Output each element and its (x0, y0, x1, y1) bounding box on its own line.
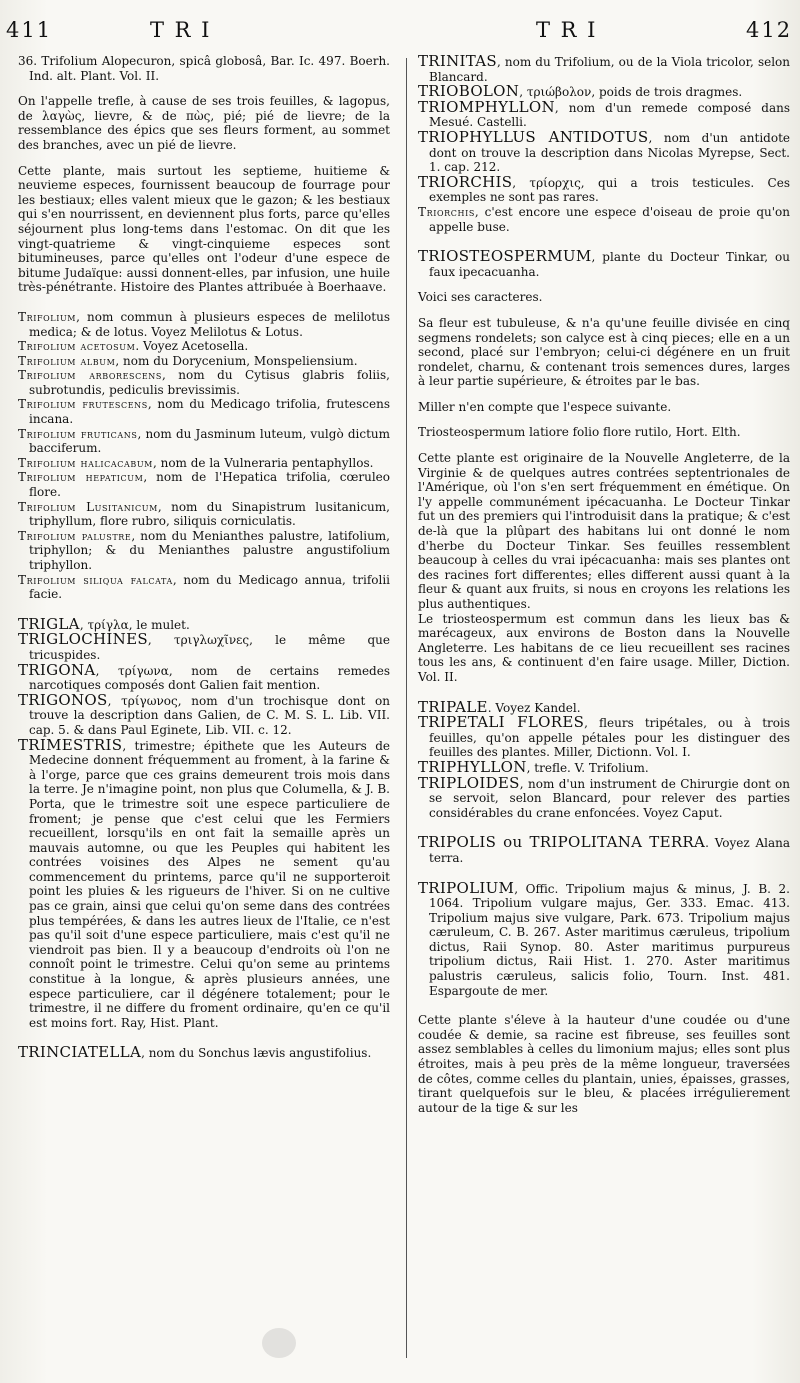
ink-smudge (262, 1328, 296, 1358)
dictionary-entry (18, 456, 390, 471)
entry-headword: Triorchis (418, 204, 475, 219)
dictionary-entry (18, 339, 390, 354)
paragraph-text: Cette plante, mais surtout les septieme, huitieme & neuvieme especes, fournissent beaucoup de fourrage pour les bestiaux; elles valent mieux que le gazon; & les bestiaux qui s'en nourrissent, en deviennent plus forts, parce qu'elles séjournent plus long-tems dans l'estomac. On dit que les vingt-quatrieme & vingt-cinquieme especes sont bitumineuses, parce qu'elles ont l'odeur d'une espece de bitume Judaïque: aussi donnent-elles, par infusion, une huile très-pénétrante. Histoire des Plantes attribuée à Boerhaave. (18, 163, 390, 295)
dictionary-entry (418, 97, 790, 130)
entry-definition: , nom du Medicago trifolia, frutescens incana. (29, 397, 390, 427)
right-page-number: 412 (746, 18, 793, 42)
block-gap (418, 305, 790, 316)
entry-headword: TRIGLOCHINES (18, 630, 148, 649)
entry-definition: , τριώβολον, poids de trois dragmes. (519, 85, 743, 100)
entry-headword: TRIOPHYLLUS ANTIDOTUS (418, 127, 649, 146)
entry-headword: TRIGONOS (18, 690, 108, 709)
entry-definition: , nom du Trifolium, ou de la Viola tricolor, selon Blancard. (429, 55, 790, 84)
right-column (418, 54, 790, 1115)
left-page-number: 411 (6, 18, 53, 42)
entry-definition: , nom d'un remede composé dans Mesué. Castelli. (429, 100, 790, 130)
entry-headword: TRIOSTEOSPERMUM (418, 247, 592, 266)
entry-definition: . Voyez Kandel. (487, 700, 581, 715)
entry-headword: Trifolium Lusitanicum (18, 499, 158, 514)
entry-headword: TRIOMPHYLLON (418, 97, 555, 116)
dictionary-entry (18, 632, 390, 662)
entry-headword: TRIPOLIUM (418, 878, 515, 897)
dictionary-entry (18, 54, 390, 83)
entry-headword: TRINCIATELLA (18, 1043, 142, 1062)
text-paragraph (418, 425, 790, 440)
dictionary-entry (18, 310, 390, 339)
text-paragraph (18, 164, 390, 295)
entry-definition: . Voyez Alana terra. (429, 836, 790, 865)
dictionary-entry (418, 773, 790, 821)
dictionary-entry (418, 878, 790, 999)
entry-definition: , τρίγλα, le mulet. (79, 617, 190, 632)
block-gap (418, 279, 790, 290)
dictionary-entry (18, 690, 390, 738)
dictionary-entry (18, 735, 390, 1031)
entry-definition: , c'est encore une espece d'oiseau de proie qu'on appelle buse. (429, 204, 790, 234)
entry-headword: Trifolium (18, 309, 77, 324)
entry-headword: Trifolium fruticans (18, 426, 138, 441)
dictionary-entry (18, 1045, 390, 1061)
paragraph-text: Cette plante s'éleve à la hauteur d'une coudée ou d'une coudée & demie, sa racine est fibreuse, ses feuilles sont assez semblables à celles du limonium majus; elles sont plus étroites, mais à peu près de la même longueur, traversées de côtes, comme celles du plantain, unies, épaisses, grasses, tirant quelquefois sur le bleu, & placées irrégulierement autour de la tige & sur les (418, 1013, 790, 1115)
block-gap (418, 414, 790, 425)
entry-headword: TRIGONA (18, 660, 96, 679)
entry-definition: , τριγλωχῖνες, le même que tricuspides. (29, 633, 390, 662)
dictionary-entry (418, 715, 790, 760)
block-gap (18, 295, 390, 310)
block-gap (18, 83, 390, 94)
left-column (18, 54, 390, 1061)
entry-definition: . Voyez Acetosella. (135, 339, 249, 354)
block-gap (418, 440, 790, 451)
entry-headword: TRIPETALI FLORES (418, 713, 585, 732)
entry-definition: , nom du Sonchus lævis angustifolius. (141, 1046, 372, 1061)
dictionary-entry (418, 172, 790, 205)
dictionary-entry (418, 127, 790, 175)
dictionary-entry (18, 368, 390, 397)
dictionary-entry (18, 470, 390, 499)
entry-headword: TRIPHYLLON (418, 757, 527, 776)
dictionary-entry (18, 529, 390, 573)
entry-definition: , nom du Sinapistrum lusitanicum, triphyllum, flore rubro, siliquis corniculatis. (29, 499, 390, 529)
entry-headword: TRIMESTRIS (18, 735, 123, 754)
dictionary-entry (18, 397, 390, 426)
entry-definition: , nom du Menianthes palustre, latifolium, triphyllon; & du Menianthes palustre angustifolium triphyllon. (29, 528, 390, 572)
dictionary-entry (18, 354, 390, 369)
dictionary-entry (418, 205, 790, 234)
entry-definition: , τρίορχις, qui a trois testicules. Ces exemples ne sont pas rares. (429, 175, 790, 205)
entry-definition: , nom du Cytisus glabris foliis, subrotundis, pediculis brevissimis. (29, 368, 390, 397)
entry-headword: Trifolium album (18, 353, 116, 368)
text-paragraph (418, 1013, 790, 1115)
entry-definition: , nom du Dorycenium, Monspeliensium. (115, 353, 358, 368)
dictionary-entry (418, 54, 790, 84)
entry-headword: Trifolium hepaticum (18, 470, 144, 485)
text-paragraph (418, 612, 790, 685)
entry-headword: Trifolium arborescens (18, 368, 162, 383)
text-paragraph (418, 316, 790, 389)
text-paragraph (418, 290, 790, 305)
paragraph-text: Miller n'en compte que l'espece suivante. (418, 399, 672, 414)
dictionary-entry (18, 660, 390, 693)
left-running-title: T R I (150, 18, 212, 42)
paragraph-text: Sa fleur est tubuleuse, & n'a qu'une feuille divisée en cinq segmens rondelets; son calyce est à cinq pieces; elle en a un second, placé sur l'embryon; celui-ci dégénere en un fruit rondelet, charnu, & contenant trois semences dures, larges à leur partie supérieure, & étroites par le bas. (418, 315, 790, 389)
entry-definition: , nom d'un antidote dont on trouve la description dans Nicolas Myrepse, Sect. 1. cap. 212. (429, 130, 790, 175)
entry-definition: , nom du Medicago annua, trifolii facie. (29, 572, 391, 602)
entry-definition: , nom du Jasminum luteum, vulgò dictum bacciferum. (29, 426, 391, 456)
entry-headword: Trifolium halicacabum (18, 455, 153, 470)
entry-headword: TRINITAS (418, 52, 497, 70)
entry-definition: , trimestre; épithete que les Auteurs de Medecine donnent fréquemment au froment, à la farine & à l'orge, parce que ces grains demeurent trois mois dans la terre. Je n'imagine point, non plus que Columella, & J. B. Porta, que le trimestre soit une espece particuliere de froment; je pense que c'est celui que les Fermiers recueillent, lorsqu'ils en ont fait la semaille après un mauvais automne, ou que les Peuples qui habitent les contrées voisines des Alpes ne sement qu'au commencement du printems, parce qu'il ne supporteroit point les pluies & les rigueurs de l'hiver. Si on ne cultive pas ce grain, ainsi que celui qu'on seme dans des contrées plus tempérées, & dans les autres lieux de l'Italie, ce n'est pas qu'il soit d'une espece particuliere, mais c'est qu'il ne viendroit pas bien. Il y a beaucoup d'endroits où l'on ne connoît point le trimestre. Celui qu'on seme au printems constitue à la longue, & après plusieurs années, une espece particuliere, car il dégénere totalement; pour le trimestre, il ne differe du froment ordinaire, qu'en ce qu'il est moins fort. Ray, Hist. Plant. (29, 738, 390, 1030)
text-paragraph (418, 451, 790, 612)
entry-headword: TRIOBOLON (418, 82, 520, 101)
entry-definition: , nom commun à plusieurs especes de melilotus medica; & de lotus. Voyez Melilotus & Lotus. (29, 309, 390, 339)
entry-definition: , nom de la Vulneraria pentaphyllos. (152, 455, 374, 470)
entry-headword: TRIGLA (18, 614, 80, 633)
entry-definition: , τρίγωνος, nom d'un trochisque dont on trouve la description dans Galien, de C. M. S. L. Lib. VII. cap. 5. & dans Paul Eginete, Lib. VII. c. 12. (29, 693, 390, 737)
entry-definition: , τρίγωνα, nom de certains remedes narcotiques composés dont Galien fait mention. (29, 663, 390, 693)
entry-definition: , trefle. V. Trifolium. (526, 760, 649, 775)
entry-headword: TRIPLOIDES (418, 773, 520, 792)
block-gap (18, 153, 390, 164)
paragraph-text: Le triosteospermum est commun dans les lieux bas & marécageux, aux environs de Boston dans la Nouvelle Angleterre. Les habitans de ce lieu recueillent ses racines tous les ans, & continuent d'en faire usage. Miller, Diction. Vol. II. (418, 611, 790, 684)
paragraph-text: Voici ses caracteres. (418, 290, 543, 305)
entry-definition: , nom de l'Hepatica trifolia, cœruleo flore. (29, 470, 391, 500)
right-running-title: T R I (536, 18, 598, 42)
entry-headword: Trifolium siliqua falcata (18, 572, 173, 587)
entry-definition: , fleurs tripétales, ou à trois feuilles, qu'on appelle pétales pour les distinguer des feuilles des plantes. Miller, Dictionn. Vol. I. (429, 716, 790, 760)
dictionary-entry (18, 427, 390, 456)
paragraph-text: Cette plante est originaire de la Nouvelle Angleterre, de la Virginie & de quelques autres contrées septentrionales de l'Amérique, où l'on s'en sert fréquemment en émétique. On l'y appelle communément ipécacuanha. Le Docteur Tinkar fut un des premiers qui l'introduisit dans la pratique; & c'est de-là que la plûpart des habitans lui ont donné le nom d'herbe du Docteur Tinkar. Ses feuilles ressemblent beaucoup à celles du vrai ipécacuanha: mais ses plantes ont des racines fort differentes; elles different aussi quant à la fleur & quant aux fruits, si nous en croyons les relations les plus authentiques. (418, 451, 790, 611)
dictionary-entry (418, 249, 790, 279)
column-divider (406, 58, 407, 1358)
entry-headword: TRIPOLIS ou TRIPOLITANA TERRA (418, 833, 706, 852)
entry-headword: Trifolium palustre (18, 528, 132, 543)
entry-headword: Trifolium acetosum (18, 339, 136, 354)
entry-headword: TRIPALE (418, 697, 488, 716)
entry-definition: , nom d'un instrument de Chirurgie dont on se servoit, selon Blancard, pour relever des parties considérables du crane enfoncées. Voyez Caput. (429, 776, 790, 820)
entry-definition: , Offic. Tripolium majus & minus, J. B. 2. 1064. Tripolium vulgare majus, Ger. 333. Emac. 413. Tripolium majus sive vulgare, Park. 673. Tripolium majus cæruleum, C. B. 267. Aster maritimus cæruleus, tripolium dictus, Raii Synop. 80. Aster maritimus purpureus tripolium dictus, Raii Hist. 1. 270. Aster maritimus palustris cæruleus, salicis folio, Tourn. Inst. 481. Espargoute de mer. (429, 881, 790, 998)
block-gap (418, 998, 790, 1013)
paragraph-text: On l'appelle trefle, à cause de ses trois feuilles, & lagopus, de λαγὼς, lievre, & de πὼς, pié; pié de lievre; de la ressemblance des épics que ses fleurs forment, au sommet des branches, avec un pié de lievre. (18, 94, 390, 152)
entry-headword: Trifolium frutescens (18, 397, 148, 412)
text-paragraph (18, 94, 390, 152)
block-gap (418, 389, 790, 400)
dictionary-entry (18, 573, 390, 602)
dictionary-entry (18, 500, 390, 529)
entry-headword: TRIORCHIS (418, 172, 513, 191)
paragraph-text: 36. Trifolium Alopecuron, spicâ globosâ, Bar. Ic. 497. Boerh. Ind. alt. Plant. Vol. II. (18, 54, 390, 83)
dictionary-entry (418, 835, 790, 865)
paragraph-text: Triosteospermum latiore folio flore rutilo, Hort. Elth. (418, 425, 741, 440)
entry-definition: , plante du Docteur Tinkar, ou faux ipecacuanha. (429, 250, 790, 279)
text-paragraph (418, 400, 790, 415)
